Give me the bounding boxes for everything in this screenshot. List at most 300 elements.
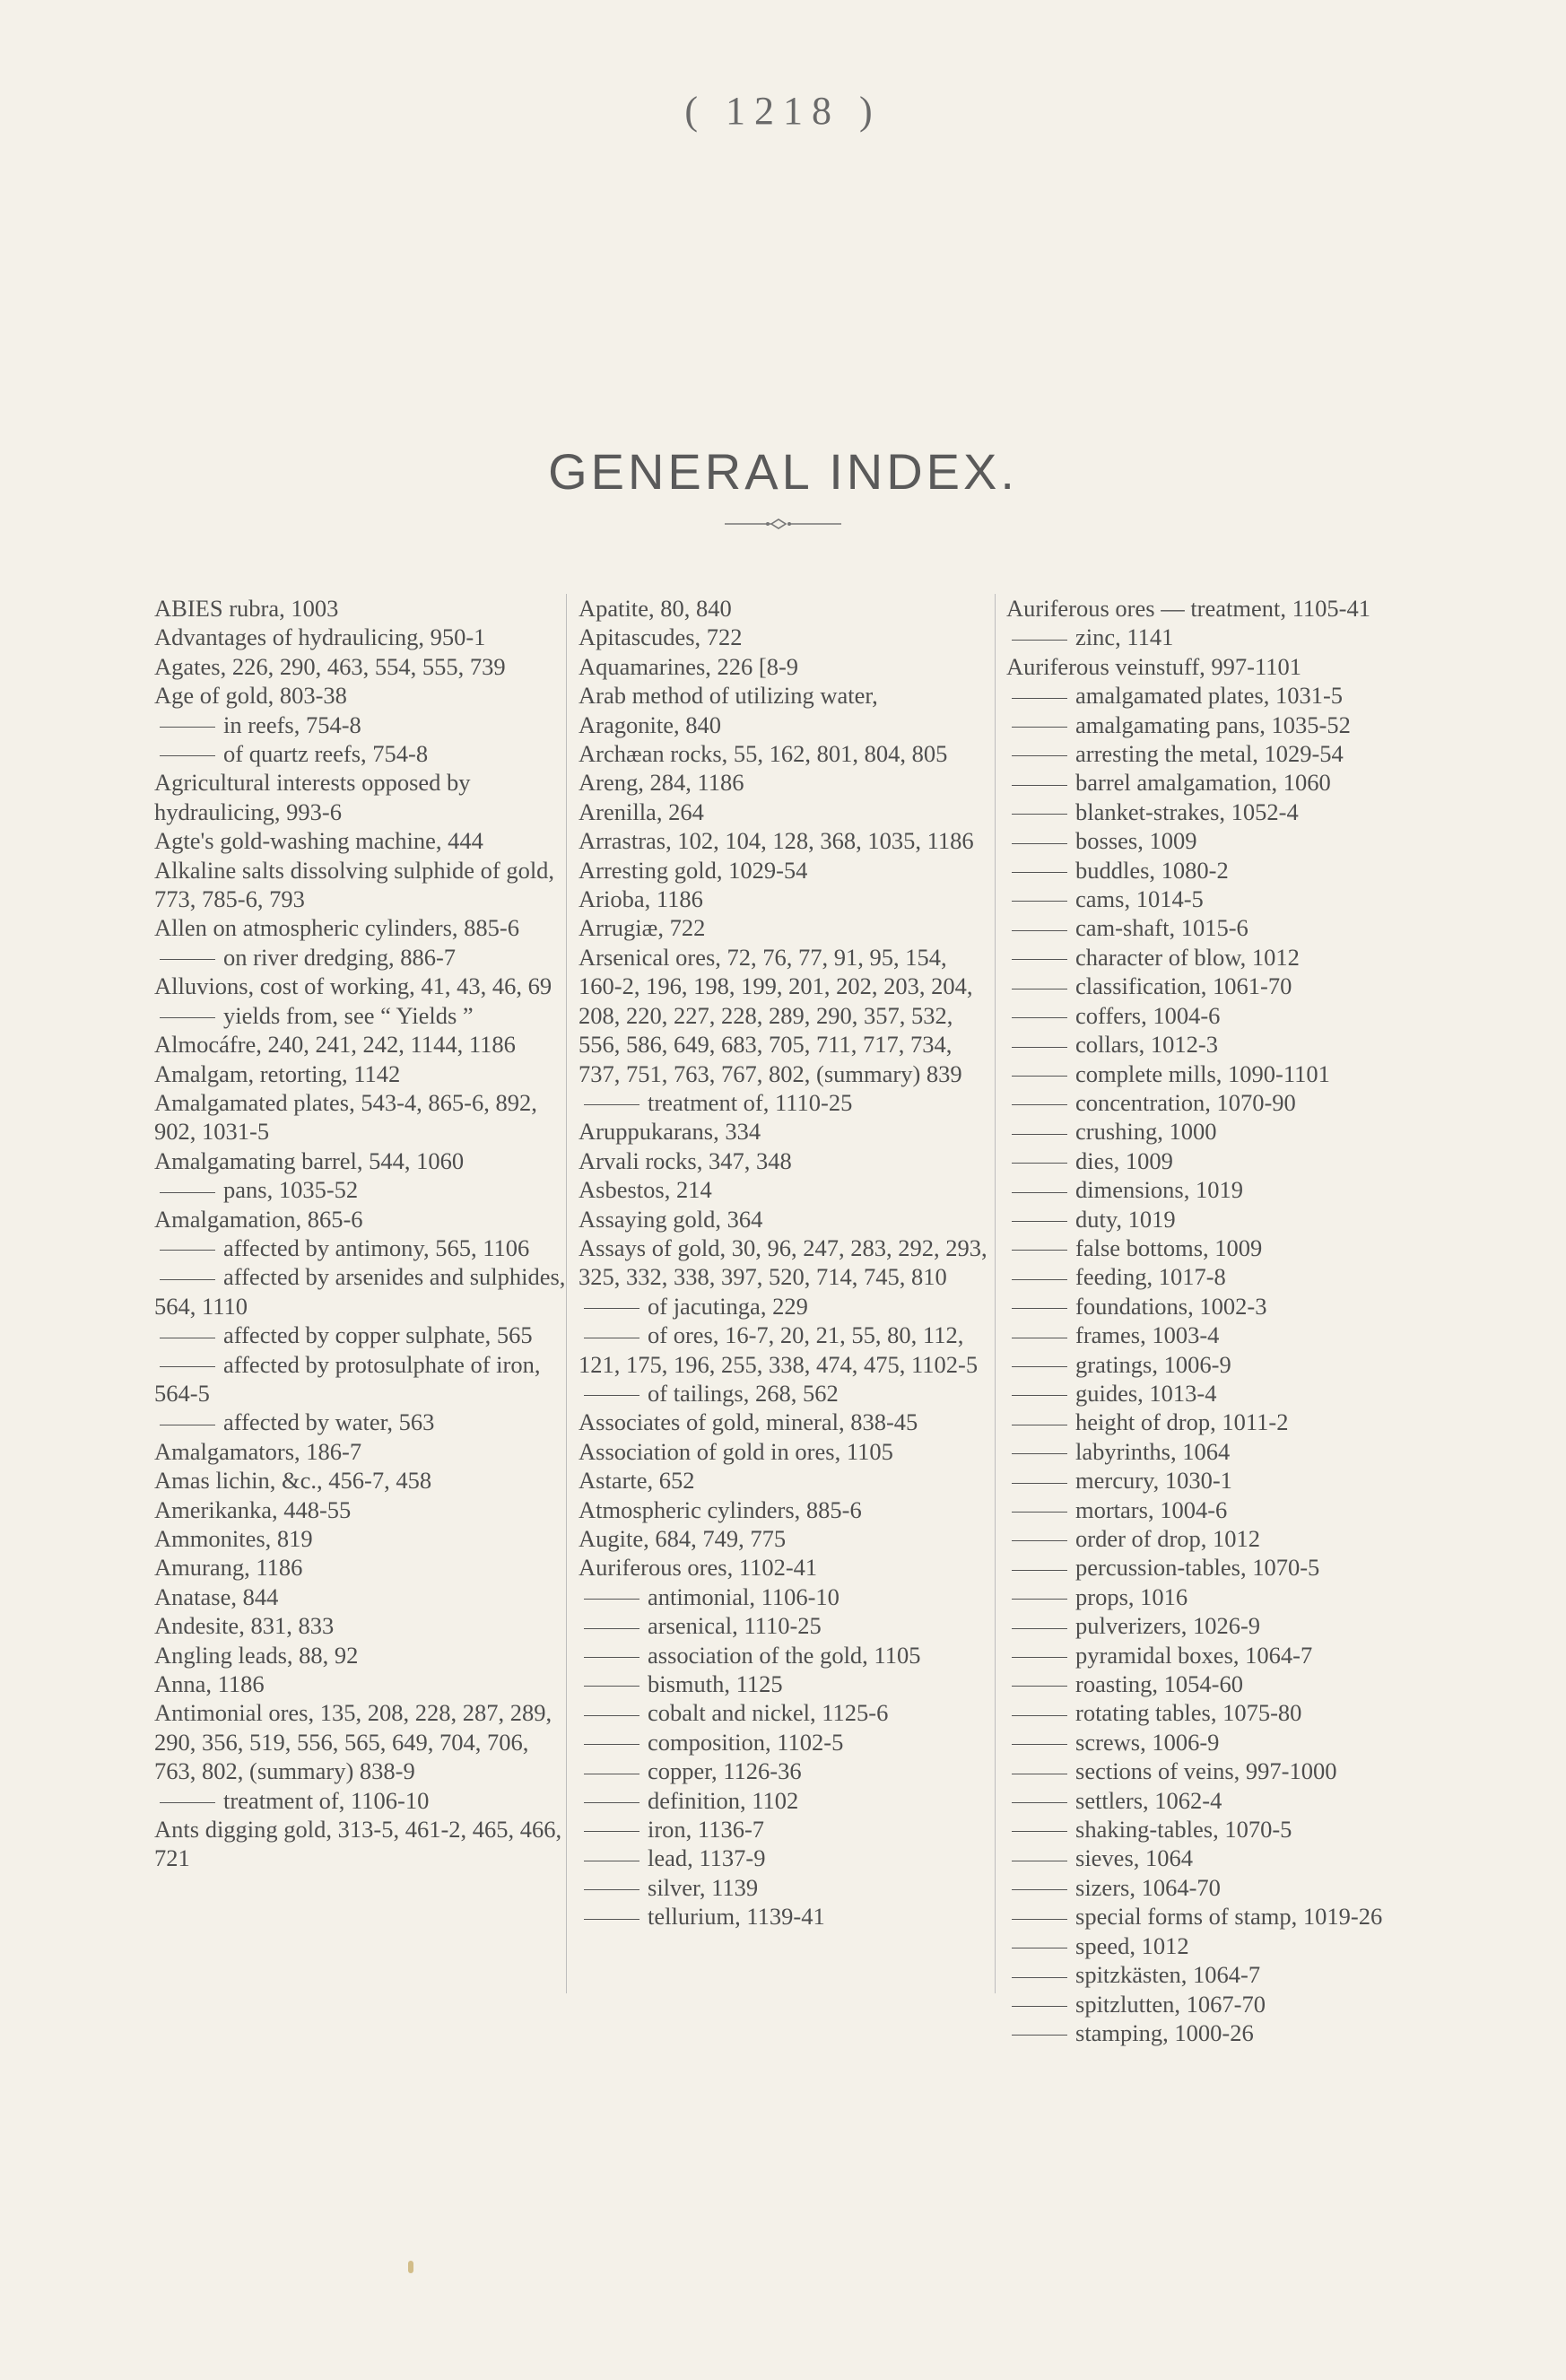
entry-text: affected by antimony, 565, 1106 <box>223 1234 530 1261</box>
index-entry <box>579 1524 993 1553</box>
entry-text: spitzkästen, 1064-7 <box>1075 1961 1261 1989</box>
index-entry <box>579 652 993 681</box>
entry-text: amalgamated plates, 1031-5 <box>1075 682 1344 710</box>
index-entry <box>154 826 569 855</box>
index-subentry <box>579 1379 993 1408</box>
entry-text: Apitascudes, 722 <box>579 623 743 651</box>
ditto-dash <box>1012 1134 1067 1135</box>
index-subentry <box>579 1669 993 1698</box>
index-entry <box>579 1146 993 1175</box>
entry-text: cams, 1014-5 <box>1075 885 1204 913</box>
entry-text: crushing, 1000 <box>1075 1118 1217 1146</box>
index-subentry <box>1006 1553 1421 1582</box>
entry-text: Association of gold in ores, 1105 <box>579 1437 893 1465</box>
index-entry <box>579 711 993 739</box>
ditto-dash <box>1012 930 1067 931</box>
index-subentry <box>154 1175 569 1204</box>
entry-text: pyramidal boxes, 1064-7 <box>1075 1641 1313 1669</box>
ditto-dash <box>160 1017 215 1018</box>
entry-text: sieves, 1064 <box>1075 1844 1194 1872</box>
entry-text: Apatite, 80, 840 <box>579 595 732 622</box>
ditto-dash <box>1012 1570 1067 1571</box>
entry-text: Arioba, 1186 <box>579 885 703 913</box>
entry-text: rotating tables, 1075-80 <box>1075 1699 1302 1727</box>
entry-text: Assaying gold, 364 <box>579 1205 763 1233</box>
index-entry <box>579 1495 993 1524</box>
entry-text: Almocáfre, 240, 241, 242, 1144, 1186 <box>154 1031 516 1059</box>
ditto-dash <box>1012 2035 1067 2036</box>
entry-text: pulverizers, 1026-9 <box>1075 1612 1261 1640</box>
index-subentry <box>579 1292 993 1321</box>
entry-text: of quartz reefs, 754-8 <box>223 740 429 768</box>
index-subentry <box>579 1844 993 1872</box>
index-entry <box>154 623 569 651</box>
entry-text: Auriferous ores — treatment, 1105-41 <box>1006 595 1370 622</box>
entry-text: Arrugiæ, 722 <box>579 914 706 942</box>
index-subentry <box>154 1321 569 1349</box>
entry-text: bismuth, 1125 <box>648 1670 783 1698</box>
ditto-dash <box>1012 1540 1067 1541</box>
ditto-dash <box>1012 1512 1067 1513</box>
index-entry <box>154 1437 569 1466</box>
index-entry <box>154 1553 569 1582</box>
ditto-dash <box>1012 959 1067 960</box>
entry-text: definition, 1102 <box>648 1786 799 1814</box>
index-subentry <box>1006 1786 1421 1815</box>
index-subentry <box>1006 913 1421 942</box>
index-entry <box>1006 594 1421 623</box>
ditto-dash <box>1012 872 1067 873</box>
index-subentry <box>1006 1262 1421 1291</box>
entry-text: sections of veins, 997-1000 <box>1075 1757 1337 1785</box>
index-entry <box>1006 652 1421 681</box>
ditto-dash <box>1012 1802 1067 1803</box>
ditto-dash <box>1012 1919 1067 1920</box>
index-subentry <box>1006 1466 1421 1495</box>
entry-text: Ants digging gold, 313-5, 461-2, 465, 466, 721 <box>154 1816 562 1872</box>
index-subentry <box>1006 798 1421 826</box>
entry-text: Aragonite, 840 <box>579 711 721 738</box>
index-entry <box>579 623 993 651</box>
entry-text: Auriferous veinstuff, 997-1101 <box>1006 652 1301 680</box>
index-entry <box>154 1030 569 1059</box>
entry-text: gratings, 1006-9 <box>1075 1350 1231 1378</box>
entry-text: on river dredging, 886-7 <box>223 943 457 971</box>
entry-text: affected by copper sulphate, 565 <box>223 1321 533 1349</box>
index-subentry <box>579 1757 993 1785</box>
index-subentry <box>1006 1873 1421 1902</box>
ditto-dash <box>584 1308 639 1309</box>
entry-text: composition, 1102-5 <box>648 1728 844 1756</box>
ditto-dash <box>584 1657 639 1658</box>
entry-text: sizers, 1064-70 <box>1075 1873 1221 1901</box>
index-subentry <box>579 1088 993 1117</box>
entry-text: silver, 1139 <box>648 1873 759 1901</box>
entry-text: Agte's gold-washing machine, 444 <box>154 827 483 855</box>
ditto-dash <box>584 1802 639 1803</box>
index-entry <box>579 798 993 826</box>
entry-text: barrel amalgamation, 1060 <box>1075 769 1331 797</box>
entry-text: collars, 1012-3 <box>1075 1031 1218 1059</box>
entry-text: cam-shaft, 1015-6 <box>1075 914 1248 942</box>
entry-text: Arsenical ores, 72, 76, 77, 91, 95, 154, 160-2, 196, 198, 199, 201, 202, 203, 204, 208, 220, 227, 228, 289, 290, 357, 532, 556, 586, 649, 683, 705, 711, 717, 734, 737, 751, 763, 767, 802, (summary) 839 <box>579 943 973 1087</box>
entry-text: zinc, 1141 <box>1075 623 1174 651</box>
entry-text: ABIES rubra, 1003 <box>154 595 339 622</box>
ditto-dash <box>1012 1221 1067 1222</box>
entry-text: antimonial, 1106-10 <box>648 1582 840 1610</box>
entry-text: dimensions, 1019 <box>1075 1176 1243 1204</box>
ditto-dash <box>160 1250 215 1251</box>
index-subentry <box>1006 711 1421 739</box>
index-subentry <box>1006 1611 1421 1640</box>
index-entry <box>579 1408 993 1436</box>
index-subentry <box>579 1815 993 1844</box>
entry-text: height of drop, 1011-2 <box>1075 1408 1289 1436</box>
entry-text: mercury, 1030-1 <box>1075 1467 1232 1495</box>
index-subentry <box>154 943 569 972</box>
index-entry <box>579 1205 993 1234</box>
entry-text: labyrinths, 1064 <box>1075 1437 1231 1465</box>
index-subentry <box>1006 1205 1421 1234</box>
entry-text: iron, 1136-7 <box>648 1816 765 1844</box>
entry-text: Astarte, 652 <box>579 1467 695 1495</box>
entry-text: Arvali rocks, 347, 348 <box>579 1146 792 1174</box>
entry-text: settlers, 1062-4 <box>1075 1786 1222 1814</box>
ditto-dash <box>160 959 215 960</box>
index-subentry <box>1006 1990 1421 2018</box>
entry-text: Alluvions, cost of working, 41, 43, 46, 69 <box>154 972 552 1000</box>
ditto-dash <box>160 1279 215 1280</box>
entry-text: of jacutinga, 229 <box>648 1292 808 1320</box>
entry-text: stamping, 1000-26 <box>1075 2018 1254 2046</box>
entry-text: Amalgamation, 865-6 <box>154 1205 363 1233</box>
index-subentry <box>154 1001 569 1030</box>
entry-text: affected by protosulphate of iron, 564-5 <box>154 1350 541 1407</box>
entry-text: guides, 1013-4 <box>1075 1379 1217 1407</box>
ditto-dash <box>1012 698 1067 699</box>
index-entry <box>579 913 993 942</box>
entry-text: special forms of stamp, 1019-26 <box>1075 1903 1383 1931</box>
entry-text: Allen on atmospheric cylinders, 885-6 <box>154 914 519 942</box>
ditto-dash <box>1012 1250 1067 1251</box>
index-subentry <box>579 1873 993 1902</box>
ink-blemish <box>408 2261 413 2273</box>
ditto-dash <box>1012 814 1067 815</box>
entry-text: Atmospheric cylinders, 885-6 <box>579 1495 862 1523</box>
index-subentry <box>1006 1117 1421 1146</box>
index-subentry <box>1006 1524 1421 1553</box>
title-ornament <box>725 515 841 533</box>
index-subentry <box>1006 972 1421 1000</box>
index-column-2 <box>579 594 993 1931</box>
ditto-dash <box>584 1104 639 1105</box>
ditto-dash <box>1012 1599 1067 1600</box>
entry-text: buddles, 1080-2 <box>1075 856 1229 884</box>
index-entry <box>579 943 993 1088</box>
index-entry <box>154 768 569 826</box>
entry-text: arsenical, 1110-25 <box>648 1612 822 1640</box>
index-subentry <box>579 1698 993 1727</box>
index-subentry <box>579 1786 993 1815</box>
index-subentry <box>1006 1669 1421 1698</box>
entry-text: Amalgam, retorting, 1142 <box>154 1059 401 1087</box>
index-subentry <box>1006 1030 1421 1059</box>
ditto-dash <box>584 1715 639 1716</box>
entry-text: Amalgamating barrel, 544, 1060 <box>154 1146 465 1174</box>
index-subentry <box>154 1408 569 1436</box>
index-subentry <box>1006 1146 1421 1175</box>
entry-text: Arenilla, 264 <box>579 798 704 825</box>
index-subentry <box>154 1350 569 1408</box>
entry-text: roasting, 1054-60 <box>1075 1670 1243 1698</box>
ditto-dash <box>1012 1047 1067 1048</box>
column-divider-2 <box>995 594 996 1993</box>
entry-text: Arresting gold, 1029-54 <box>579 856 808 884</box>
entry-text: blanket-strakes, 1052-4 <box>1075 798 1299 825</box>
index-entry <box>579 681 993 710</box>
entry-text: pans, 1035-52 <box>223 1176 359 1204</box>
index-subentry <box>1006 826 1421 855</box>
entry-text: Ammonites, 819 <box>154 1525 313 1552</box>
index-entry <box>579 1553 993 1582</box>
index-entry <box>154 652 569 681</box>
entry-text: bosses, 1009 <box>1075 827 1197 855</box>
index-entry <box>579 1437 993 1466</box>
index-entry <box>154 594 569 623</box>
entry-text: cobalt and nickel, 1125-6 <box>648 1699 889 1727</box>
entry-text: Alkaline salts dissolving sulphide of gold, 773, 785-6, 793 <box>154 856 555 913</box>
index-subentry <box>1006 1088 1421 1117</box>
index-subentry <box>1006 1495 1421 1524</box>
entry-text: Associates of gold, mineral, 838-45 <box>579 1408 918 1436</box>
ditto-dash <box>1012 1453 1067 1454</box>
index-entry <box>579 594 993 623</box>
entry-text: Arab method of utilizing water, <box>579 682 878 710</box>
index-entry <box>579 1466 993 1495</box>
entry-text: Amurang, 1186 <box>154 1554 303 1582</box>
entry-text: Archæan rocks, 55, 162, 801, 804, 805 <box>579 740 948 768</box>
index-entry <box>154 1641 569 1669</box>
entry-text: concentration, 1070-90 <box>1075 1088 1296 1116</box>
entry-text: tellurium, 1139-41 <box>648 1903 825 1931</box>
entry-text: coffers, 1004-6 <box>1075 1001 1221 1029</box>
index-subentry <box>1006 943 1421 972</box>
index-entry <box>579 885 993 913</box>
entry-text: frames, 1003-4 <box>1075 1321 1220 1349</box>
index-entry <box>579 1234 993 1292</box>
index-entry <box>154 1088 569 1146</box>
index-subentry <box>1006 1059 1421 1088</box>
index-column-1 <box>154 594 569 1873</box>
index-entry <box>154 1495 569 1524</box>
index-subentry <box>1006 1698 1421 1727</box>
entry-text: Amalgamated plates, 543-4, 865-6, 892, 902, 1031-5 <box>154 1088 537 1146</box>
index-subentry <box>1006 1234 1421 1262</box>
entry-text: Aruppukarans, 334 <box>579 1118 761 1146</box>
ditto-dash <box>1012 1686 1067 1687</box>
ditto-dash <box>1012 1483 1067 1484</box>
index-subentry <box>1006 885 1421 913</box>
entry-text: Arrastras, 102, 104, 128, 368, 1035, 1186 <box>579 827 974 855</box>
entry-text: arresting the metal, 1029-54 <box>1075 740 1344 768</box>
entry-text: treatment of, 1106-10 <box>223 1786 430 1814</box>
entry-text: Angling leads, 88, 92 <box>154 1641 359 1669</box>
entry-text: of tailings, 268, 562 <box>648 1379 839 1407</box>
entry-text: false bottoms, 1009 <box>1075 1234 1263 1261</box>
entry-text: amalgamating pans, 1035-52 <box>1075 711 1351 738</box>
index-subentry <box>1006 1728 1421 1757</box>
index-subentry <box>1006 1902 1421 1931</box>
ditto-dash <box>160 1802 215 1803</box>
ditto-dash <box>584 1686 639 1687</box>
index-subentry <box>1006 623 1421 651</box>
entry-text: lead, 1137-9 <box>648 1844 766 1872</box>
index-subentry <box>1006 1960 1421 1989</box>
page-title: GENERAL INDEX. <box>548 442 1018 500</box>
entry-text: Assays of gold, 30, 96, 247, 283, 292, 293, 325, 332, 338, 397, 520, 714, 745, 810 <box>579 1234 987 1291</box>
index-subentry <box>1006 1321 1421 1349</box>
index-entry <box>579 739 993 768</box>
index-subentry <box>1006 2018 1421 2047</box>
entry-text: of ores, 16-7, 20, 21, 55, 80, 112, 121, 175, 196, 255, 338, 474, 475, 1102-5 <box>579 1321 979 1378</box>
ditto-dash <box>584 1889 639 1890</box>
index-subentry <box>1006 1815 1421 1844</box>
ditto-dash <box>1012 755 1067 756</box>
index-entry <box>154 1669 569 1698</box>
index-subentry <box>1006 1931 1421 1960</box>
ditto-dash <box>1012 1657 1067 1658</box>
ditto-dash <box>160 755 215 756</box>
ditto-dash <box>1012 843 1067 844</box>
index-subentry <box>154 1262 569 1321</box>
entry-text: Advantages of hydraulicing, 950-1 <box>154 623 486 651</box>
index-entry <box>154 972 569 1000</box>
index-subentry <box>1006 739 1421 768</box>
ditto-dash <box>1012 1017 1067 1018</box>
entry-text: copper, 1126-36 <box>648 1757 802 1785</box>
entry-text: Asbestos, 214 <box>579 1176 712 1204</box>
entry-text: Age of gold, 803-38 <box>154 682 347 710</box>
ditto-dash <box>1012 1395 1067 1396</box>
entry-text: Agates, 226, 290, 463, 554, 555, 739 <box>154 652 506 680</box>
ditto-dash <box>1012 901 1067 902</box>
ditto-dash <box>1012 1366 1067 1367</box>
ditto-dash <box>1012 1308 1067 1309</box>
entry-text: shaking-tables, 1070-5 <box>1075 1816 1292 1844</box>
entry-text: Aquamarines, 226 [8-9 <box>579 652 799 680</box>
entry-text: spitzlutten, 1067-70 <box>1075 1990 1266 2018</box>
index-subentry <box>579 1902 993 1931</box>
ditto-dash <box>1012 1163 1067 1164</box>
index-entry <box>154 1524 569 1553</box>
ditto-dash <box>1012 1831 1067 1832</box>
index-subentry <box>154 1786 569 1815</box>
entry-text: Antimonial ores, 135, 208, 228, 287, 289, 290, 356, 519, 556, 565, 649, 704, 706, 763, 802, (summary) 838-9 <box>154 1699 552 1785</box>
ditto-dash <box>1012 727 1067 728</box>
ditto-dash <box>584 1395 639 1396</box>
entry-text: association of the gold, 1105 <box>648 1641 921 1669</box>
entry-text: Anna, 1186 <box>154 1670 265 1698</box>
index-subentry <box>1006 856 1421 885</box>
entry-text: Amalgamators, 186-7 <box>154 1437 362 1465</box>
index-subentry <box>1006 1437 1421 1466</box>
index-subentry <box>579 1611 993 1640</box>
entry-text: speed, 1012 <box>1075 1931 1189 1959</box>
entry-text: yields from, see “ Yields ” <box>223 1001 474 1029</box>
entry-text: Augite, 684, 749, 775 <box>579 1525 787 1552</box>
index-subentry <box>1006 1350 1421 1379</box>
index-subentry <box>579 1321 993 1379</box>
index-entry <box>154 681 569 710</box>
ditto-dash <box>584 1628 639 1629</box>
entry-text: feeding, 1017-8 <box>1075 1263 1226 1291</box>
entry-text: duty, 1019 <box>1075 1205 1176 1233</box>
entry-text: complete mills, 1090-1101 <box>1075 1059 1330 1087</box>
entry-text: Agricultural interests opposed by hydraulicing, 993-6 <box>154 769 471 825</box>
index-subentry <box>1006 1292 1421 1321</box>
ditto-dash <box>1012 640 1067 641</box>
entry-text: order of drop, 1012 <box>1075 1525 1261 1552</box>
index-subentry <box>154 711 569 739</box>
ditto-dash <box>1012 1889 1067 1890</box>
ditto-dash <box>1012 1628 1067 1629</box>
index-subentry <box>1006 1175 1421 1204</box>
entry-text: Anatase, 844 <box>154 1582 279 1610</box>
ditto-dash <box>1012 1076 1067 1077</box>
index-subentry <box>1006 1001 1421 1030</box>
entry-text: screws, 1006-9 <box>1075 1728 1220 1756</box>
ditto-dash <box>584 1599 639 1600</box>
entry-text: in reefs, 754-8 <box>223 711 361 738</box>
page-number: ( 1218 ) <box>684 89 882 133</box>
index-entry <box>154 1698 569 1785</box>
index-entry <box>154 856 569 914</box>
entry-text: Auriferous ores, 1102-41 <box>579 1554 818 1582</box>
index-subentry <box>1006 1582 1421 1611</box>
entry-text: treatment of, 1110-25 <box>648 1088 853 1116</box>
ditto-dash <box>1012 1715 1067 1716</box>
index-entry <box>154 1059 569 1088</box>
index-subentry <box>579 1582 993 1611</box>
ditto-dash <box>1012 1192 1067 1193</box>
index-subentry <box>579 1641 993 1669</box>
entry-text: dies, 1009 <box>1075 1146 1173 1174</box>
ditto-dash <box>1012 785 1067 786</box>
ditto-dash <box>1012 1744 1067 1745</box>
entry-text: character of blow, 1012 <box>1075 943 1300 971</box>
ditto-dash <box>1012 1104 1067 1105</box>
index-entry <box>154 1205 569 1234</box>
index-subentry <box>1006 1757 1421 1785</box>
entry-text: mortars, 1004-6 <box>1075 1495 1228 1523</box>
entry-text: Andesite, 831, 833 <box>154 1612 335 1640</box>
entry-text: Amas lichin, &c., 456-7, 458 <box>154 1467 432 1495</box>
index-subentry <box>1006 1379 1421 1408</box>
index-entry <box>579 1175 993 1204</box>
index-subentry <box>154 739 569 768</box>
index-entry <box>579 826 993 855</box>
index-entry <box>579 856 993 885</box>
index-entry <box>154 1815 569 1873</box>
index-subentry <box>154 1234 569 1262</box>
index-subentry <box>1006 1408 1421 1436</box>
index-subentry <box>1006 1641 1421 1669</box>
ditto-dash <box>584 1744 639 1745</box>
index-subentry <box>1006 1844 1421 1872</box>
index-subentry <box>1006 768 1421 797</box>
entry-text: affected by arsenides and sulphides, 564, 1110 <box>154 1263 566 1320</box>
ditto-dash <box>160 1192 215 1193</box>
